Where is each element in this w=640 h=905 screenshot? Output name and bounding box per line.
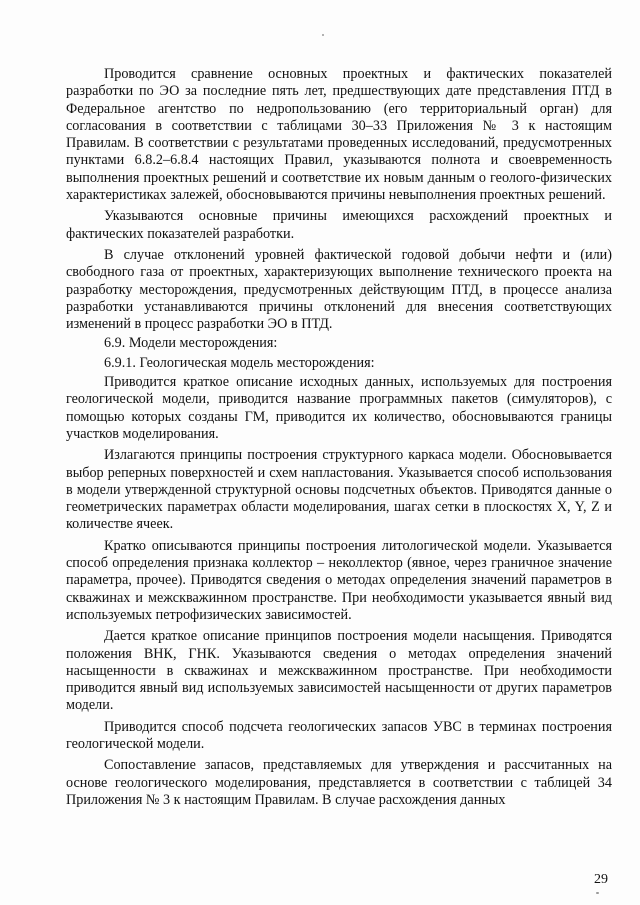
page-number: 29 [594, 872, 608, 887]
paragraph-production-deviations: В случае отклонений уровней фактической годовой добычи нефти и (или) свободного газа от проектных, характеризующих выполнение технического проекта на разработку месторождения, предусмотренных действующим ПТД, в процессе анализа разработки устанавливаются причины отклонений для внесения соответствующих изменений в процесс разработки ЭО в ПТД. [66, 246, 612, 333]
paragraph-discrepancy-reasons: Указываются основные причины имеющихся расхождений проектных и фактических показателей разработки. [66, 208, 612, 242]
paragraph-reserves-calculation: Приводится способ подсчета геологических запасов УВС в терминах построения геологической модели. [66, 718, 612, 752]
paragraph-reserves-comparison: Сопоставление запасов, представляемых для утверждения и рассчитанных на основе геологического моделирования, представляется в соответствии с таблицей 34 Приложения № 3 к настоящим Правилам. В случае расхождения данных [66, 757, 612, 808]
paragraph-lithological-model: Кратко описываются принципы построения литологической модели. Указывается способ определения признака коллектор – неколлектор (явное, через граничное значение параметра, прочее). Приводятся сведения о методах определения значений параметров в скважинах и межскважинном пространстве. При необходимости указывается явный вид используемых петрофизических зависимостей. [66, 537, 612, 623]
section-heading-6-9-1: 6.9.1. Геологическая модель месторождения: [104, 354, 375, 371]
scan-speck [596, 892, 599, 894]
section-heading-6-9: 6.9. Модели месторождения: [104, 335, 278, 352]
paragraph-structural-framework: Излагаются принципы построения структурного каркаса модели. Обосновывается выбор реперных поверхностей и схем напластования. Указывается способ использования в модели утвержденной структурной основы подсчетных объектов. Приводятся данные о геометрических параметрах области моделирования, шагах сетки в плоскостях X, Y, Z и количестве ячеек. [66, 447, 612, 533]
document-body [66, 66, 612, 813]
paragraph-plan-fact-comparison: Проводится сравнение основных проектных и фактических показателей разработки по ЭО за последние пять лет, предшествующих дате представления ПТД в Федеральное агентство по недропользованию (его территориальный орган) для согласования в соответствии с таблицами 30–33 Приложения № 3 к настоящим Правилам. В соответствии с результатами проведенных исследований, предусмотренных пунктами 6.8.2–6.8.4 настоящих Правил, указываются полнота и своевременность выполнения проектных решений и соответствие их новым данным о геолого-физических характеристиках залежей, обосновываются причины невыполнения проектных решений. [66, 66, 612, 204]
paragraph-source-data: Приводится краткое описание исходных данных, используемых для построения геологической модели, приводится название программных пакетов (симуляторов), с помощью которых созданы ГМ, приводится их количество, обосновываются границы участков моделирования. [66, 374, 612, 442]
scan-speck [322, 34, 324, 36]
paragraph-saturation-model: Дается краткое описание принципов построения модели насыщения. Приводятся положения ВНК, ГНК. Указываются сведения о методах определения значений насыщенности в скважинах и межскважинном пространстве. При необходимости приводится явный вид используемых зависимостей насыщенности от других параметров модели. [66, 628, 612, 714]
